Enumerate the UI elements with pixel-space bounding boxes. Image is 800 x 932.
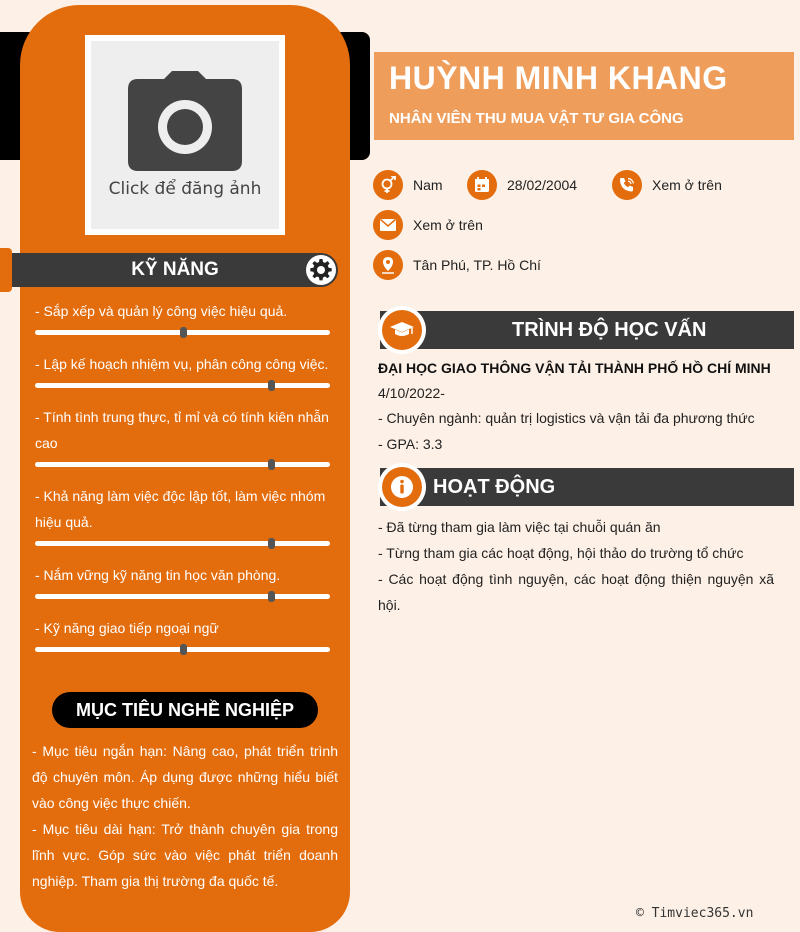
skills-title: KỸ NĂNG <box>131 259 219 280</box>
skill-item: - Khả năng làm việc độc lập tốt, làm việc nhóm hiệu quả. <box>35 488 326 530</box>
email-value: Xem ở trên <box>413 217 483 233</box>
email-icon <box>373 210 403 240</box>
activity-item: - Đã từng tham gia làm việc tại chuỗi quán ăn <box>378 519 661 535</box>
skill-bar <box>35 594 330 599</box>
camera-icon <box>128 71 242 171</box>
skill-bar-knob <box>180 327 187 338</box>
left-column <box>20 5 350 932</box>
activities-header-badge <box>378 463 426 511</box>
education-school: ĐẠI HỌC GIAO THÔNG VẬN TẢI THÀNH PHỐ HỒ CHÍ MINH <box>378 360 771 376</box>
career-goal-short: - Mục tiêu ngắn hạn: Nâng cao, phát triển trình độ chuyên môn. Áp dụng được những hiểu biết vào công việc thực chiến. <box>32 743 338 811</box>
career-goal-long: - Mục tiêu dài hạn: Trở thành chuyên gia trong lĩnh vực. Góp sức vào việc phát triển doanh nghiệp. Tham gia thị trường đa quốc tế. <box>32 821 338 889</box>
birthday-value: 28/02/2004 <box>507 177 578 193</box>
skill-bar <box>35 647 330 652</box>
skill-bar-knob <box>268 459 275 470</box>
calendar-icon <box>467 170 497 200</box>
skill-bar-knob <box>180 644 187 655</box>
skill-item: - Kỹ năng giao tiếp ngoại ngữ <box>35 620 219 636</box>
skill-item: - Lập kế hoạch nhiệm vụ, phân công công việc. <box>35 356 329 372</box>
career-goal-text <box>32 738 338 894</box>
location-pin-icon <box>373 250 403 280</box>
activity-item: - Các hoạt động tình nguyện, các hoạt động thiện nguyện xã hội. <box>378 571 774 613</box>
gender-value: Nam <box>413 177 443 193</box>
skill-bar-knob <box>268 591 275 602</box>
skill-item: - Sắp xếp và quản lý công việc hiệu quả. <box>35 303 288 319</box>
career-goal-title: MỤC TIÊU NGHỀ NGHIỆP <box>52 692 318 728</box>
activities-title: HOẠT ĐỘNG <box>433 476 556 498</box>
phone-icon <box>612 170 642 200</box>
candidate-name: HUỲNH MINH KHANG <box>389 60 728 96</box>
graduation-cap-icon <box>389 319 415 341</box>
footer-brand: © Timviec365.vn <box>636 906 754 921</box>
skill-bar-knob <box>268 380 275 391</box>
skill-item: - Nắm vững kỹ năng tin học văn phòng. <box>35 567 281 583</box>
skill-bar <box>35 330 330 335</box>
skills-header <box>12 253 338 287</box>
education-period: 4/10/2022- <box>378 385 445 401</box>
skill-item: - Tính tình trung thực, tỉ mỉ và có tính kiên nhẫn cao <box>35 409 329 451</box>
skill-bar-knob <box>268 538 275 549</box>
education-title: TRÌNH ĐỘ HỌC VẤN <box>512 319 707 341</box>
skills-header-stub <box>0 248 12 292</box>
photo-placeholder[interactable] <box>91 41 279 229</box>
education-gpa: - GPA: 3.3 <box>378 436 443 452</box>
education-header-badge <box>378 306 426 354</box>
skill-bar <box>35 462 330 467</box>
gear-icon <box>306 255 336 285</box>
address-value: Tân Phú, TP. Hồ Chí <box>413 257 541 273</box>
education-major: - Chuyên ngành: quản trị logistics và vận tải đa phương thức <box>378 410 755 426</box>
skill-bar <box>35 383 330 388</box>
phone-value: Xem ở trên <box>652 177 722 193</box>
photo-upload-label: Click để đăng ảnh <box>108 179 262 199</box>
info-icon <box>389 474 415 500</box>
job-title: NHÂN VIÊN THU MUA VẬT TƯ GIA CÔNG <box>389 110 684 127</box>
gender-icon <box>373 170 403 200</box>
activity-item: - Từng tham gia các hoạt động, hội thảo do trường tổ chức <box>378 545 744 561</box>
photo-upload[interactable] <box>85 35 285 235</box>
name-banner <box>374 52 794 140</box>
skill-bar <box>35 541 330 546</box>
